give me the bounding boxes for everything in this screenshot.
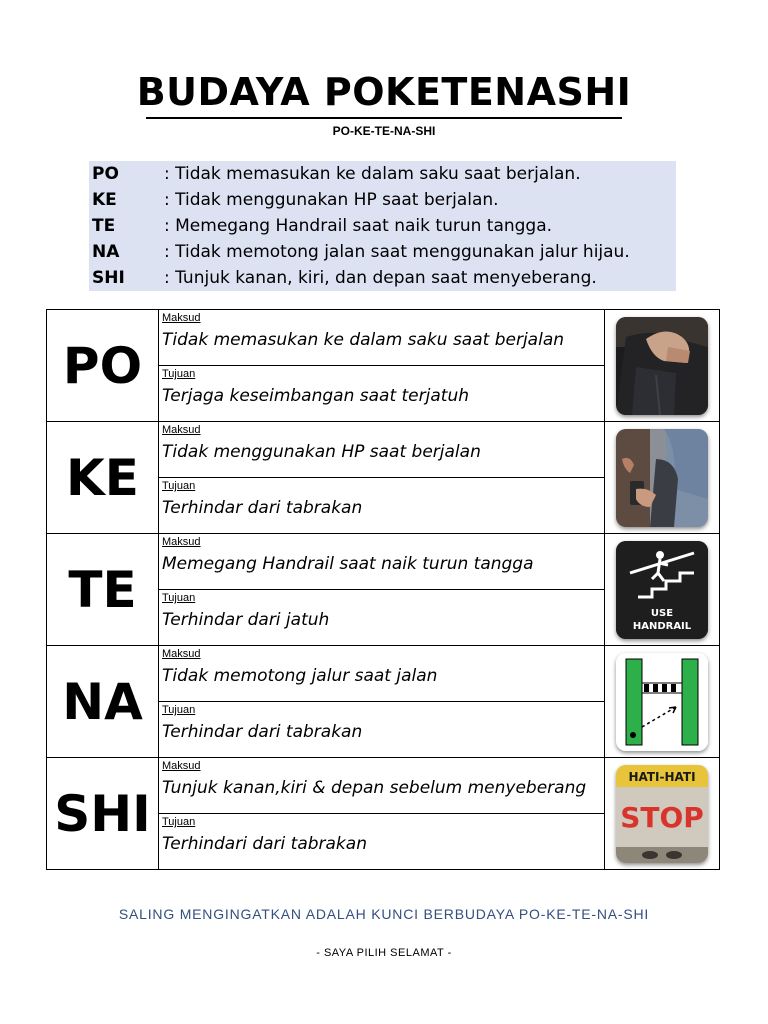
- svg-text:HANDRAIL: HANDRAIL: [632, 620, 692, 632]
- tujuan-text: Terhindar dari jatuh: [162, 610, 330, 630]
- legend-desc: : Tunjuk kanan, kiri, dan depan saat menyeberang.: [164, 268, 597, 288]
- row-code: KE: [47, 422, 159, 534]
- legend-desc: : Tidak memotong jalan saat menggunakan jalur hijau.: [164, 242, 630, 262]
- legend-box: [89, 161, 676, 291]
- legend-code: PO: [92, 164, 119, 184]
- row-body: [159, 534, 605, 646]
- table-row: [47, 422, 720, 534]
- legend-code: KE: [92, 190, 117, 210]
- row-image-cell: [605, 534, 720, 646]
- maksud-label: Maksud: [162, 312, 201, 324]
- row-image-cell: [605, 646, 720, 758]
- legend-code: NA: [92, 242, 120, 262]
- tujuan-label: Tujuan: [162, 816, 196, 828]
- maksud-text: Tunjuk kanan,kiri & depan sebelum menyeberang: [162, 778, 587, 798]
- tujuan-label: Tujuan: [162, 480, 196, 492]
- row-image-cell: [605, 422, 720, 534]
- legend-desc: : Tidak memasukan ke dalam saku saat berjalan.: [164, 164, 581, 184]
- page-subtitle: PO-KE-TE-NA-SHI: [332, 124, 436, 138]
- footer-tagline: - SAYA PILIH SELAMAT -: [316, 947, 452, 959]
- maksud-label: Maksud: [162, 648, 201, 660]
- green-walkway-diagram-icon: [616, 653, 708, 751]
- legend-code: TE: [92, 216, 116, 236]
- maksud-text: Memegang Handrail saat naik turun tangga: [162, 554, 534, 574]
- tujuan-label: Tujuan: [162, 368, 196, 380]
- tujuan-text: Terhindari dari tabrakan: [162, 834, 367, 854]
- row-body: [159, 422, 605, 534]
- svg-text:HATI-HATI: HATI-HATI: [628, 769, 696, 784]
- stop-road-marking-icon: [616, 765, 708, 863]
- maksud-text: Tidak memotong jalur saat jalan: [162, 666, 438, 686]
- table-row: [47, 534, 720, 646]
- row-image-cell: [605, 310, 720, 422]
- tujuan-label: Tujuan: [162, 704, 196, 716]
- legend-desc: : Memegang Handrail saat naik turun tangga.: [164, 216, 553, 236]
- maksud-label: Maksud: [162, 760, 201, 772]
- row-body: [159, 310, 605, 422]
- row-body: [159, 646, 605, 758]
- use-handrail-sign-icon: [616, 541, 708, 639]
- svg-text:USE: USE: [650, 607, 674, 619]
- table-row: [47, 646, 720, 758]
- legend-desc: : Tidak menggunakan HP saat berjalan.: [164, 190, 499, 210]
- hand-in-pocket-photo-icon: [616, 317, 708, 415]
- maksud-label: Maksud: [162, 536, 201, 548]
- row-body: [159, 758, 605, 870]
- maksud-label: Maksud: [162, 424, 201, 436]
- row-code: SHI: [47, 758, 159, 870]
- maksud-text: Tidak memasukan ke dalam saku saat berjalan: [162, 330, 565, 350]
- culture-table: [46, 309, 720, 870]
- tujuan-text: Terhindar dari tabrakan: [162, 722, 363, 742]
- row-code: PO: [47, 310, 159, 422]
- footer-slogan: SALING MENGINGATKAN ADALAH KUNCI BERBUDAYA PO-KE-TE-NA-SHI: [118, 906, 650, 922]
- phone-while-walking-photo-icon: [616, 429, 708, 527]
- tujuan-label: Tujuan: [162, 592, 196, 604]
- title-underline: [146, 117, 622, 119]
- row-code: TE: [47, 534, 159, 646]
- table-row: [47, 310, 720, 422]
- legend-code: SHI: [92, 268, 125, 288]
- table-row: [47, 758, 720, 870]
- tujuan-text: Terhindar dari tabrakan: [162, 498, 363, 518]
- maksud-text: Tidak menggunakan HP saat berjalan: [162, 442, 481, 462]
- svg-text:STOP: STOP: [620, 800, 704, 834]
- row-code: NA: [47, 646, 159, 758]
- row-image-cell: [605, 758, 720, 870]
- tujuan-text: Terjaga keseimbangan saat terjatuh: [162, 386, 469, 406]
- page-title: BUDAYA POKETENASHI: [136, 70, 632, 114]
